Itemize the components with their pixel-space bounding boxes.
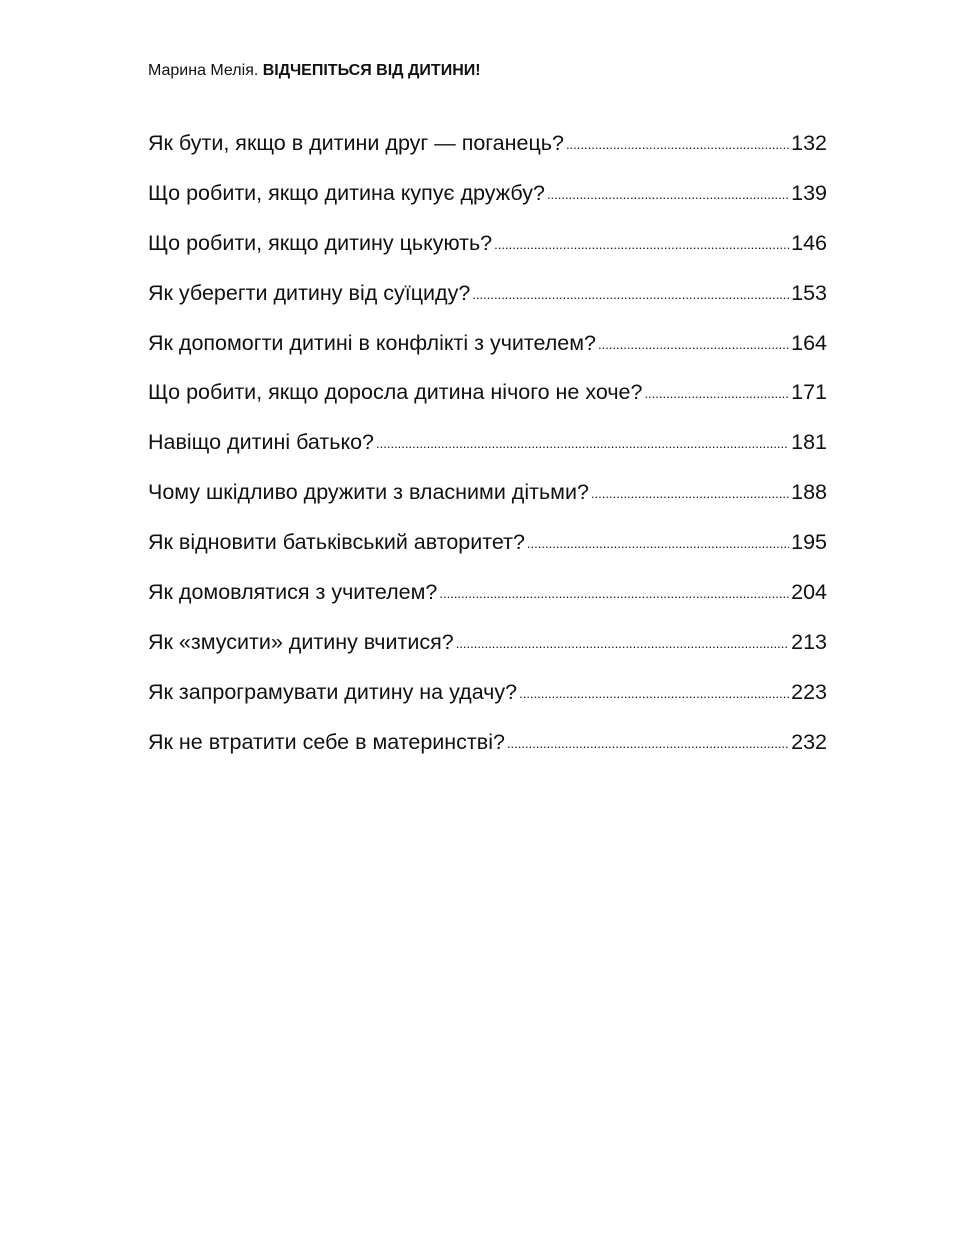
toc-dot-leader: [507, 725, 789, 763]
toc-dot-leader: [456, 625, 789, 663]
toc-entry-page: 132: [791, 131, 827, 155]
toc-entry: [148, 623, 827, 673]
toc-entry-title: Що робити, якщо доросла дитина нічого не хоче?: [148, 380, 643, 405]
toc-entry: [148, 573, 827, 623]
toc-entry-page: 146: [791, 230, 827, 255]
toc-entry: [148, 274, 827, 324]
toc-entry-page: 171: [791, 380, 827, 405]
toc-entry-title: Що робити, якщо дитину цькують?: [148, 230, 493, 255]
toc-entry-title: Як не втратити себе в материнстві?: [148, 729, 505, 754]
toc-entry-title: Як запрограмувати дитину на удачу?: [148, 679, 518, 704]
toc-dot-leader: [566, 126, 789, 164]
toc-entry-title: Як відновити батьківський авторитет?: [148, 530, 525, 555]
toc-entry: [148, 673, 827, 723]
toc-entry-page: 188: [791, 480, 827, 505]
toc-entry-page: 232: [791, 729, 827, 754]
toc-entry-title: Чому шкідливо дружити з власними дітьми?: [148, 480, 589, 505]
toc-entry-title: Як бути, якщо в дитини друг — поганець?: [148, 131, 564, 155]
toc-entry: [148, 124, 827, 174]
toc-dot-leader: [472, 276, 789, 314]
toc-entry: [148, 373, 827, 423]
toc-dot-leader: [439, 575, 789, 613]
toc-entry: [148, 723, 827, 773]
toc-entry: [148, 473, 827, 523]
toc-dot-leader: [376, 425, 789, 463]
toc-entry-page: 213: [791, 629, 827, 654]
toc-dot-leader: [598, 326, 789, 364]
toc-entry-title: Як «змусити» дитину вчитися?: [148, 629, 454, 654]
header-author: Марина Мелія.: [148, 62, 259, 79]
toc-entry-page: 139: [791, 180, 827, 205]
toc-dot-leader: [644, 375, 789, 413]
toc-entry: [148, 174, 827, 224]
toc-entry-title: Як допомогти дитині в конфлікті з учителем?: [148, 330, 596, 355]
toc-entry: [148, 324, 827, 374]
toc-entry-title: Що робити, якщо дитина купує дружбу?: [148, 180, 545, 205]
toc-dot-leader: [547, 176, 789, 214]
toc-entry-page: 223: [791, 679, 827, 704]
toc-entry-page: 204: [791, 580, 827, 605]
toc-dot-leader: [527, 525, 789, 563]
running-header: [148, 60, 481, 82]
toc-entry: [148, 523, 827, 573]
toc-entry-page: 153: [791, 280, 827, 305]
toc-dot-leader: [519, 675, 789, 713]
toc-entry: [148, 224, 827, 274]
table-of-contents: [148, 124, 827, 773]
toc-entry-title: Як уберегти дитину від суїциду?: [148, 280, 471, 305]
toc-entry-page: 181: [791, 430, 827, 455]
toc-entry-title: Навіщо дитині батько?: [148, 430, 375, 455]
toc-dot-leader: [591, 475, 789, 513]
toc-dot-leader: [494, 226, 789, 264]
toc-entry-title: Як домовлятися з учителем?: [148, 580, 438, 605]
toc-entry-page: 164: [791, 330, 827, 355]
header-book-title: ВІДЧЕПІТЬСЯ ВІД ДИТИНИ!: [262, 62, 481, 79]
toc-entry: [148, 423, 827, 473]
toc-entry-page: 195: [791, 530, 827, 555]
